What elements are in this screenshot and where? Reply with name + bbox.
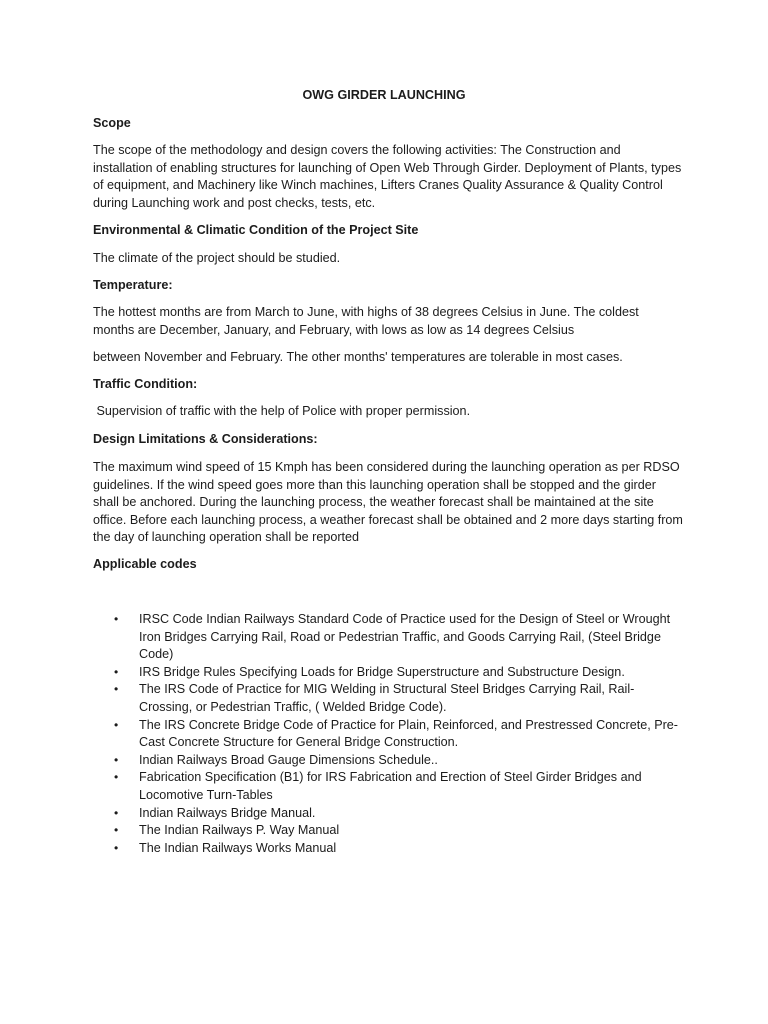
temperature-paragraph-1: The hottest months are from March to June, with highs of 38 degrees Celsius in June. The coldest months are December, January, and February, with lows as low as 14 degrees Celsius: [93, 305, 639, 337]
applicable-codes-list: [93, 611, 683, 857]
list-item-text: Fabrication Specification (B1) for IRS Fabrication and Erection of Steel Girder Bridges and Locomotive Turn-Tables: [139, 770, 642, 802]
bullet-icon: •: [114, 664, 119, 679]
bullet-icon: •: [114, 770, 119, 785]
scope-paragraph: The scope of the methodology and design covers the following activities: The Construction and installation of enabling structures for launching of Open Web Through Girder. Deployment of Plants, types of equipment, and Machinery like Winch machines, Lifters Cranes Quality Assurance & Quality Control during Launching work and post checks, tests, etc.: [93, 143, 682, 210]
bullet-icon: •: [114, 823, 119, 838]
traffic-heading: Traffic Condition:: [93, 377, 198, 391]
list-item: [93, 822, 683, 840]
list-item: [93, 769, 683, 804]
list-item: [93, 611, 683, 664]
codes-heading: Applicable codes: [93, 557, 197, 571]
bullet-icon: •: [114, 840, 119, 855]
list-item: [93, 840, 683, 858]
environment-paragraph: The climate of the project should be studied.: [93, 251, 341, 265]
list-item: [93, 681, 683, 716]
environment-heading: Environmental & Climatic Condition of the Project Site: [93, 223, 419, 237]
list-item: [93, 717, 683, 752]
list-item-text: The IRS Concrete Bridge Code of Practice for Plain, Reinforced, and Prestressed Concrete, Pre-Cast Concrete Structure for General Bridge Construction.: [139, 717, 678, 750]
list-item-text: IRSC Code Indian Railways Standard Code of Practice used for the Design of Steel or Wrought Iron Bridges Carrying Rail, Road or Pedestrian Traffic, and Goods Carrying Rail, (Steel Bridge Code): [139, 612, 671, 662]
temperature-paragraph-2: between November and February. The other months' temperatures are tolerable in most cases.: [93, 350, 623, 364]
list-item-text: Indian Railways Broad Gauge Dimensions Schedule..: [139, 752, 438, 767]
traffic-paragraph: Supervision of traffic with the help of Police with proper permission.: [93, 404, 471, 418]
bullet-icon: •: [114, 752, 119, 767]
temperature-heading: Temperature:: [93, 278, 173, 292]
bullet-icon: •: [114, 717, 119, 732]
bullet-icon: •: [114, 805, 119, 820]
scope-heading: Scope: [93, 116, 131, 130]
list-item-text: The Indian Railways P. Way Manual: [139, 823, 340, 838]
design-heading: Design Limitations & Considerations:: [93, 432, 318, 446]
list-item-text: Indian Railways Bridge Manual.: [139, 805, 316, 820]
list-item-text: The Indian Railways Works Manual: [139, 840, 337, 855]
bullet-icon: •: [114, 612, 119, 626]
design-paragraph: The maximum wind speed of 15 Kmph has been considered during the launching operation as per RDSO guidelines. If the wind speed goes more than this launching operation shall be stopped and the girder shall be anchored. During the launching process, the weather forecast shall be maintained at the site office. Before each launching process, a weather forecast shall be obtained and 2 more days starting from the day of launching operation shall be reported: [93, 460, 683, 545]
list-item: [93, 805, 683, 823]
list-item: [93, 752, 683, 770]
document-title: OWG GIRDER LAUNCHING: [302, 88, 466, 102]
bullet-icon: •: [114, 682, 119, 697]
list-item-text: The IRS Code of Practice for MIG Welding in Structural Steel Bridges Carrying Rail, Rail-Crossing, or Pedestrian Traffic, ( Welded Bridge Code).: [139, 682, 635, 714]
list-item: [93, 664, 683, 682]
list-item-text: IRS Bridge Rules Specifying Loads for Bridge Superstructure and Substructure Design.: [139, 664, 625, 679]
